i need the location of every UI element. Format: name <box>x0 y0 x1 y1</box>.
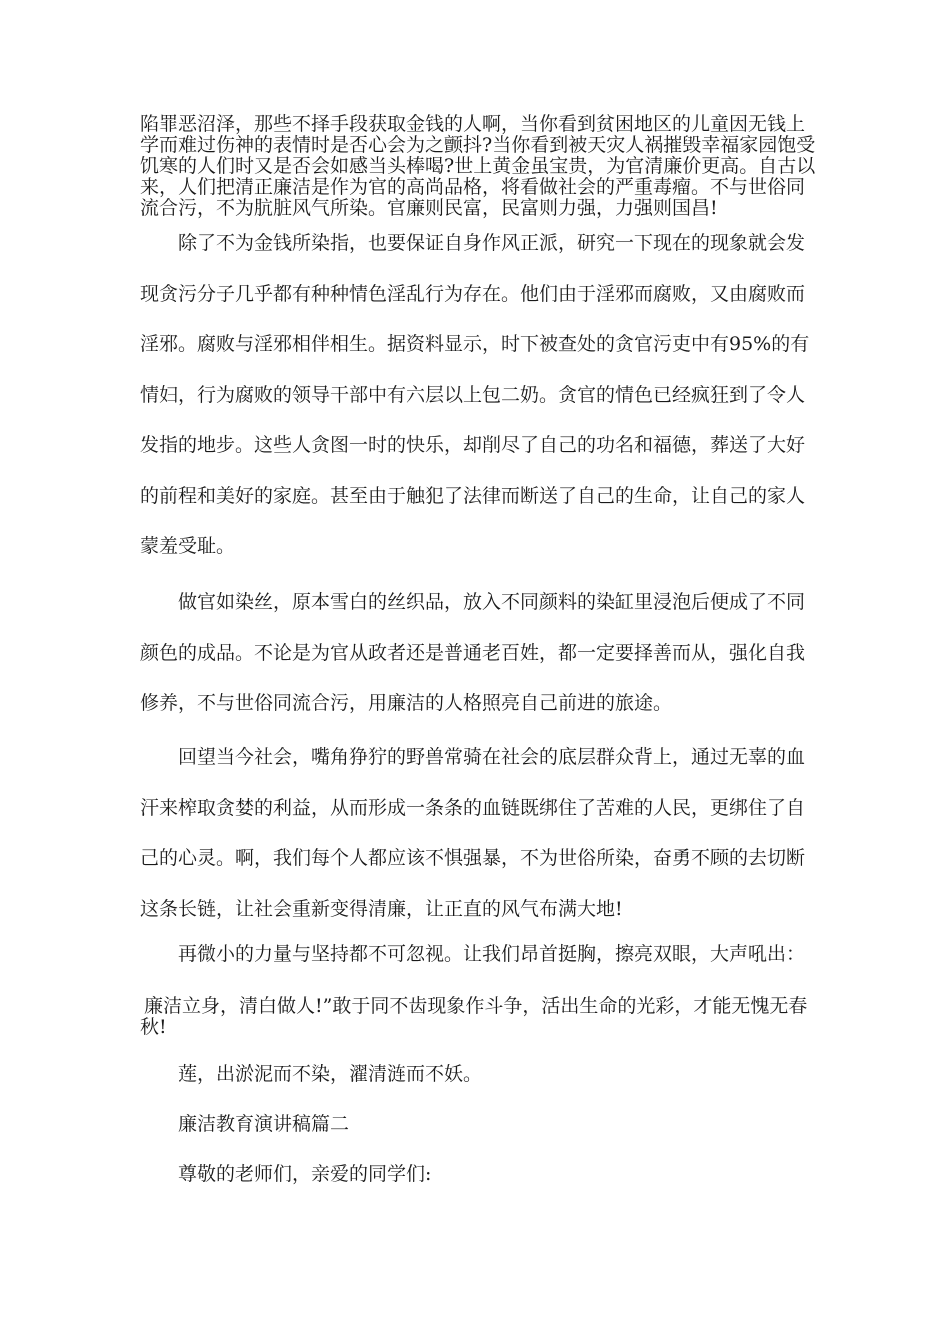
paragraph-5: 再微小的力量与坚持都不可忽视。让我们昂首挺胸，擦亮双眼，大声吼出： <box>178 943 806 965</box>
paragraph-2: 除了不为金钱所染指，也要保证自身作风正派，研究一下现在的现象就会发现贪污分子几乎都有种种情色淫乱行为存在。他们由于淫邪而腐败，又由腐败而淫邪。腐败与淫邪相伴相生。据资料显示，时下被查处的贪官污吏中有95%的有情妇，行为腐败的领导干部中有六层以上包二奶。贪官的情色已经疯狂到了令人发指的地步。这些人贪图一时的快乐，却削尽了自己的功名和福德，葬送了大好的前程和美好的家庭。甚至由于触犯了法律而断送了自己的生命，让自己的家人蒙羞受耻。 <box>140 232 810 557</box>
paragraph-4: 回望当今社会，嘴角狰狞的野兽常骑在社会的底层群众背上，通过无辜的血汗来榨取贪婪的利益，从而形成一条条的血链既绑住了苦难的人民，更绑住了自己的心灵。啊，我们每个人都应该不惧强暴，不为世俗所染，奋勇不顾的去切断这条长链，让社会重新变得清廉，让正直的风气布满大地! <box>140 746 806 920</box>
salutation: 尊敬的老师们，亲爱的同学们: <box>178 1163 432 1185</box>
paragraph-6: 廉洁立身，清白做人!”敢于同不齿现象作斗争，活出生命的光彩，才能无愧无春秋! <box>140 995 808 1038</box>
paragraph-1: 陷罪恶沼泽，那些不择手段获取金钱的人啊，当你看到贫困地区的儿童因无钱上学而难过伤神的表情时是否心会为之颤抖?当你看到被天灾人祸摧毁幸福家园饱受饥寒的人们时又是否会如感当头棒喝?世上黄金虽宝贵，为官清廉价更高。自古以来，人们把清正廉洁是作为官的高尚品格，将看做社会的严重毒瘤。不与世俗同流合污，不为肮脏风气所染。官廉则民富，民富则力强，力强则国昌! <box>140 113 816 219</box>
section-heading: 廉洁教育演讲稿篇二 <box>178 1113 350 1135</box>
paragraph-3: 做官如染丝，原本雪白的丝织品，放入不同颜料的染缸里浸泡后便成了不同颜色的成品。不论是为官从政者还是普通老百姓，都一定要择善而从，强化自我修养，不与世俗同流合污，用廉洁的人格照亮自己前进的旅途。 <box>140 591 806 714</box>
paragraph-7: 莲，出淤泥而不染，濯清涟而不妖。 <box>178 1063 483 1085</box>
